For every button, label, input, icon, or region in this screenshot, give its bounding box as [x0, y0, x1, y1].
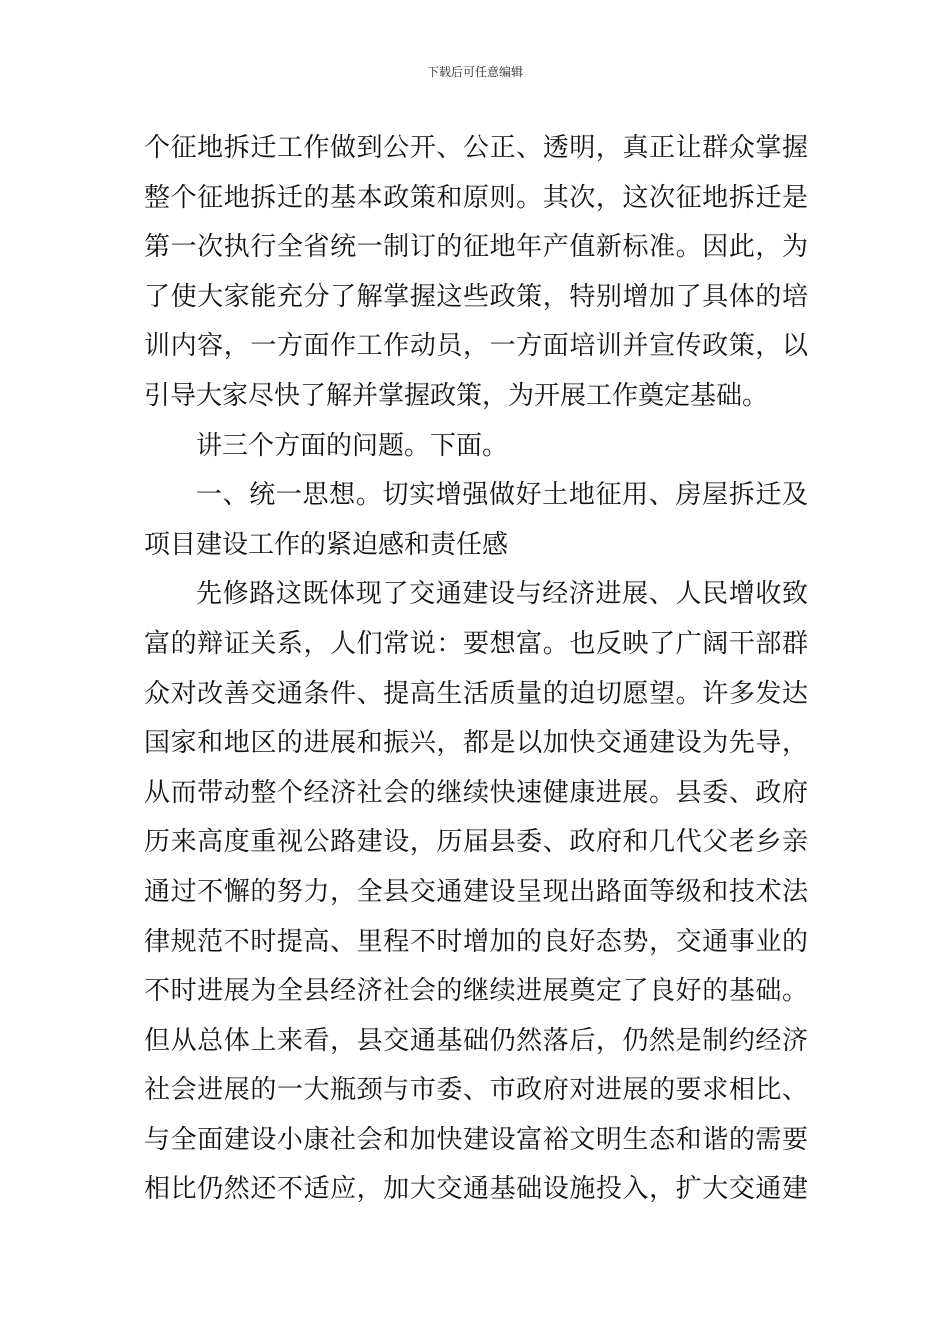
paragraph-line: 通过不懈的努力，全县交通建设呈现出路面等级和技术法: [144, 876, 808, 907]
paragraph-line: 富的辩证关系，人们常说：要想富。也反映了广阔干部群: [144, 628, 808, 659]
paragraph-line: 但从总体上来看，县交通基础仍然落后，仍然是制约经济: [144, 1025, 808, 1056]
paragraph-line: 不时进展为全县经济社会的继续进展奠定了良好的基础。: [144, 976, 808, 1007]
paragraph-line: 相比仍然还不适应，加大交通基础设施投入，扩大交通建: [144, 1174, 808, 1205]
paragraph-line: 从而带动整个经济社会的继续快速健康进展。县委、政府: [144, 777, 808, 808]
paragraph-line: 个征地拆迁工作做到公开、公正、透明，真正让群众掌握: [144, 133, 808, 163]
paragraph-line: 律规范不时提高、里程不时增加的良好态势，交通事业的: [144, 926, 808, 957]
paragraph-line: 与全面建设小康社会和加快建设富裕文明生态和谐的需要: [144, 1124, 808, 1155]
page-header-note: 下载后可任意编辑: [426, 65, 523, 79]
paragraph-line: 历来高度重视公路建设，历届县委、政府和几代父老乡亲: [144, 827, 808, 858]
paragraph-line: 先修路这既体现了交通建设与经济进展、人民增收致: [196, 579, 808, 610]
paragraph-line: 整个征地拆迁的基本政策和原则。其次，这次征地拆迁是: [144, 182, 808, 213]
paragraph-line: 国家和地区的进展和振兴，都是以加快交通建设为先导，: [144, 728, 808, 759]
paragraph-line: 引导大家尽快了解并掌握政策，为开展工作奠定基础。: [144, 380, 769, 411]
paragraph-line: 一、统一思想。切实增强做好土地征用、房屋拆迁及: [196, 480, 808, 511]
paragraph-line: 项目建设工作的紧迫感和责任感: [144, 529, 509, 560]
paragraph-line: 了使大家能充分了解掌握这些政策，特别增加了具体的培: [144, 281, 808, 312]
paragraph-line: 众对改善交通条件、提高生活质量的迫切愿望。许多发达: [144, 678, 808, 709]
paragraph-line: 第一次执行全省统一制订的征地年产值新标准。因此，为: [144, 232, 808, 263]
paragraph-line: 讲三个方面的问题。下面。: [196, 430, 509, 461]
paragraph-line: 社会进展的一大瓶颈与市委、市政府对进展的要求相比、: [144, 1075, 808, 1106]
paragraph-line: 训内容，一方面作工作动员，一方面培训并宣传政策，以: [144, 331, 808, 362]
document-body: [144, 124, 808, 1215]
